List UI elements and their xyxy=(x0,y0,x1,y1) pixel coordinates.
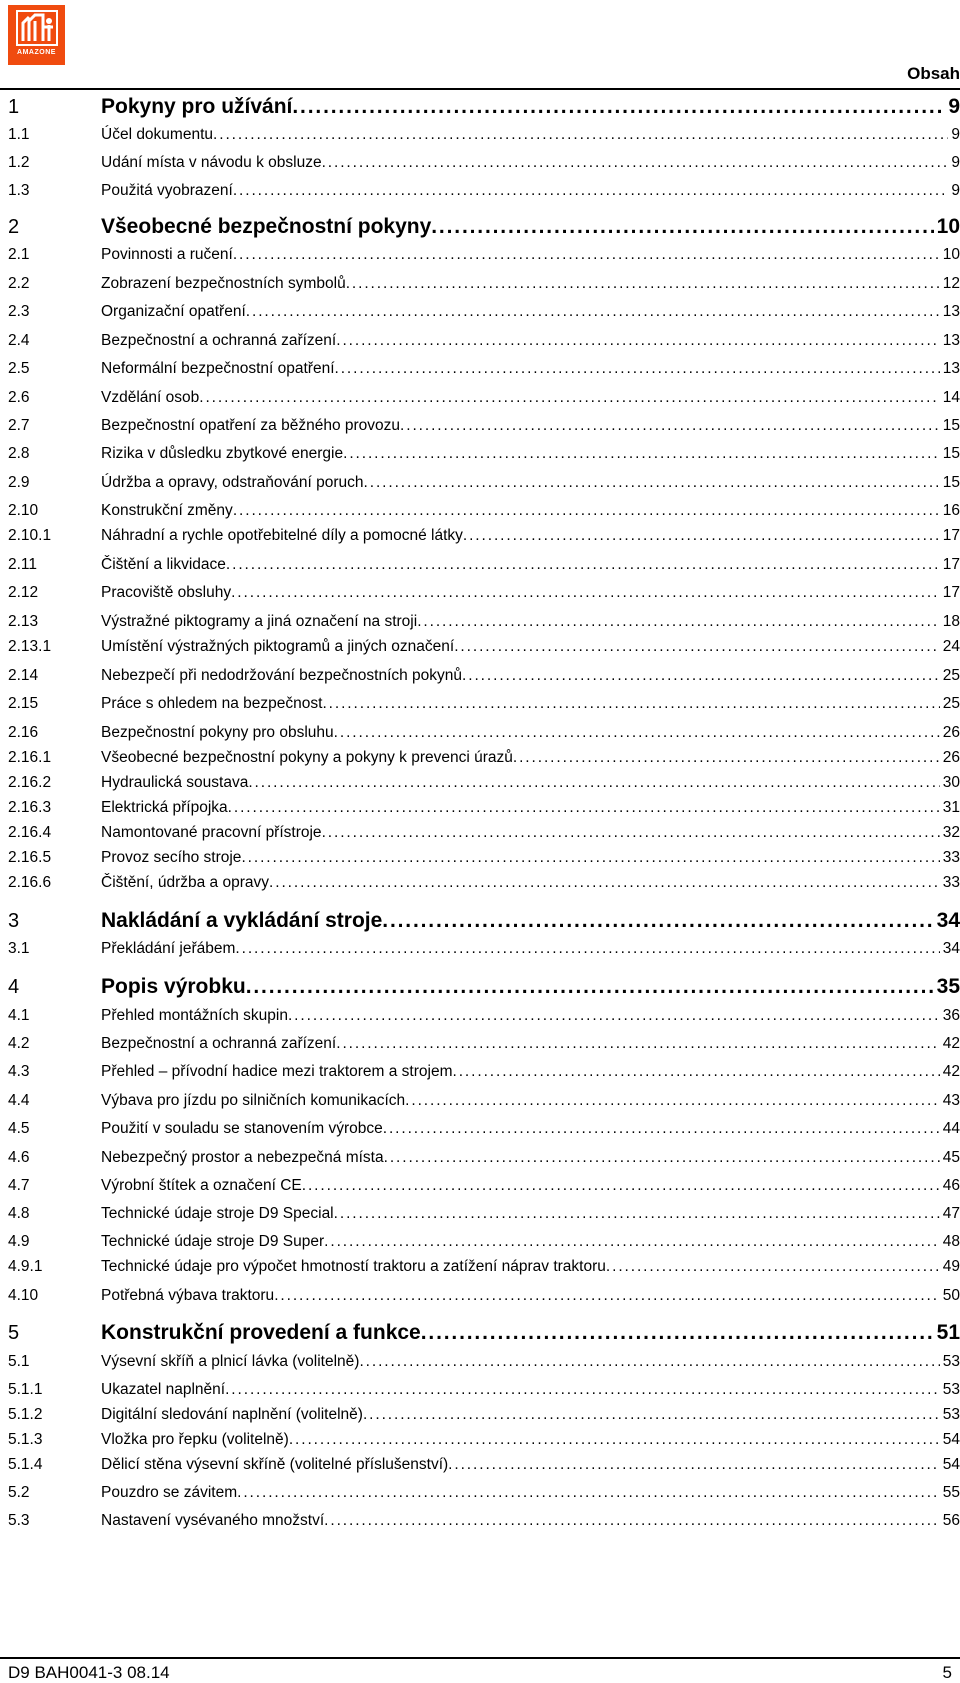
toc-entry-title: Nakládání a vykládání stroje xyxy=(101,909,383,932)
toc-entry[interactable] xyxy=(8,1287,960,1305)
toc-entry-title: Vložka pro řepku (volitelně) xyxy=(101,1431,289,1448)
toc-dot-leader xyxy=(233,246,940,264)
toc-dot-leader xyxy=(322,154,949,172)
toc-entry-title: Bezpečnostní a ochranná zařízení xyxy=(101,332,337,349)
toc-entry-title: Práce s ohledem na bezpečnost xyxy=(101,695,323,712)
toc-entry-number: 2.4 xyxy=(8,332,30,349)
toc-entry-page: 35 xyxy=(936,975,960,998)
toc-entry-page: 17 xyxy=(942,556,960,573)
page-number: 5 xyxy=(942,1663,952,1682)
toc-dot-leader xyxy=(237,1484,940,1502)
toc-entry-title: Digitální sledování naplnění (volitelně) xyxy=(101,1406,363,1423)
toc-entry-title: Technické údaje stroje D9 Super xyxy=(101,1233,325,1250)
toc-entry[interactable] xyxy=(8,849,960,867)
toc-entry-page: 51 xyxy=(936,1321,960,1344)
toc-entry[interactable] xyxy=(8,749,960,767)
toc-entry-title: Bezpečnostní a ochranná zařízení xyxy=(101,1035,337,1052)
toc-entry-title: Čištění, údržba a opravy xyxy=(101,874,270,891)
toc-entry-page: 9 xyxy=(951,154,960,171)
toc-entry-number: 2.16.5 xyxy=(8,849,52,866)
amazone-logo xyxy=(8,5,65,65)
toc-dot-leader xyxy=(235,940,939,958)
toc-entry-number: 5.1 xyxy=(8,1353,30,1370)
toc-entry-number: 2.16.3 xyxy=(8,799,52,816)
toc-entry-number: 5.1.3 xyxy=(8,1431,43,1448)
toc-entry-page: 15 xyxy=(942,417,960,434)
toc-dot-leader xyxy=(334,724,940,742)
toc-entry-title: Hydraulická soustava xyxy=(101,774,249,791)
toc-entry-number: 2.15 xyxy=(8,695,39,712)
toc-entry-title: Namontované pracovní přístroje xyxy=(101,824,322,841)
toc-entry-page: 13 xyxy=(942,303,960,320)
toc-entry-title: Účel dokumentu xyxy=(101,126,214,143)
toc-entry[interactable] xyxy=(8,445,960,463)
toc-dot-leader xyxy=(233,502,940,520)
toc-dot-leader xyxy=(363,1406,940,1424)
toc-entry-number: 4.9.1 xyxy=(8,1258,43,1275)
toc-entry-page: 54 xyxy=(942,1456,960,1473)
toc-entry[interactable] xyxy=(8,584,960,602)
toc-dot-leader xyxy=(513,749,940,767)
toc-dot-leader xyxy=(421,1321,934,1345)
toc-entry[interactable] xyxy=(8,1456,960,1474)
toc-entry[interactable] xyxy=(8,1353,960,1371)
toc-entry[interactable] xyxy=(8,527,960,545)
toc-dot-leader xyxy=(364,474,940,492)
header-divider xyxy=(0,88,960,90)
toc-entry-title: Zobrazení bezpečnostních symbolů xyxy=(101,275,346,292)
toc-entry[interactable] xyxy=(8,474,960,492)
toc-entry-number: 5.2 xyxy=(8,1484,30,1501)
toc-dot-leader xyxy=(405,1092,940,1110)
toc-entry-number: 5.1.4 xyxy=(8,1456,43,1473)
toc-dot-leader xyxy=(246,975,934,999)
amazone-logo-icon xyxy=(15,9,59,47)
toc-chapter-entry[interactable] xyxy=(8,909,960,933)
toc-entry-number: 2.16.6 xyxy=(8,874,52,891)
toc-entry-number: 2.16.1 xyxy=(8,749,52,766)
toc-entry-title: Čištění a likvidace xyxy=(101,556,226,573)
toc-dot-leader xyxy=(241,849,939,867)
toc-entry[interactable] xyxy=(8,824,960,842)
toc-entry[interactable] xyxy=(8,799,960,817)
toc-entry-number: 1 xyxy=(8,96,20,118)
toc-entry[interactable] xyxy=(8,556,960,574)
toc-dot-leader xyxy=(463,527,940,545)
toc-entry-number: 2.10.1 xyxy=(8,527,52,544)
toc-entry-page: 13 xyxy=(942,360,960,377)
toc-entry-page: 43 xyxy=(942,1092,960,1109)
toc-dot-leader xyxy=(274,1287,940,1305)
toc-entry-title: Rizika v důsledku zbytkové energie xyxy=(101,445,344,462)
toc-entry-page: 9 xyxy=(948,95,960,118)
toc-entry-title: Pouzdro se závitem xyxy=(101,1484,238,1501)
document-code: D9 BAH0041-3 08.14 xyxy=(8,1663,170,1682)
toc-entry-number: 5.3 xyxy=(8,1512,30,1529)
toc-dot-leader xyxy=(231,584,940,602)
toc-entry-number: 4.8 xyxy=(8,1205,30,1222)
toc-entry-number: 2.10 xyxy=(8,502,39,519)
toc-entry-number: 4.3 xyxy=(8,1063,30,1080)
toc-entry[interactable] xyxy=(8,940,960,958)
toc-entry[interactable] xyxy=(8,1092,960,1110)
toc-entry-title: Umístění výstražných piktogramů a jiných označení xyxy=(101,638,455,655)
toc-dot-leader xyxy=(233,182,949,200)
toc-entry-number: 2.13 xyxy=(8,613,39,630)
toc-entry-title: Technické údaje stroje D9 Special xyxy=(101,1205,334,1222)
toc-entry-page: 49 xyxy=(942,1258,960,1275)
toc-entry[interactable] xyxy=(8,1431,960,1449)
toc-dot-leader xyxy=(226,556,940,574)
toc-entry-page: 15 xyxy=(942,474,960,491)
toc-entry-number: 2.5 xyxy=(8,360,30,377)
toc-entry-page: 25 xyxy=(942,667,960,684)
toc-dot-leader xyxy=(454,638,940,656)
toc-entry[interactable] xyxy=(8,332,960,350)
toc-entry-page: 10 xyxy=(936,215,960,238)
toc-entry-page: 17 xyxy=(942,584,960,601)
toc-chapter-entry[interactable] xyxy=(8,975,960,999)
toc-dot-leader xyxy=(322,695,939,713)
toc-entry[interactable] xyxy=(8,182,960,200)
toc-entry-title: Nebezpečí při nedodržování bezpečnostních pokynů xyxy=(101,667,463,684)
toc-entry-title: Udání místa v návodu k obsluze xyxy=(101,154,322,171)
toc-entry-page: 47 xyxy=(942,1205,960,1222)
toc-entry-number: 4 xyxy=(8,976,20,998)
footer-divider xyxy=(0,1657,960,1659)
toc-entry-title: Výsevní skříň a plnicí lávka (volitelně) xyxy=(101,1353,360,1370)
toc-dot-leader xyxy=(225,1381,940,1399)
toc-entry[interactable] xyxy=(8,1512,960,1530)
toc-entry-page: 33 xyxy=(942,874,960,891)
toc-entry-title: Popis výrobku xyxy=(101,975,246,998)
toc-entry-page: 42 xyxy=(942,1035,960,1052)
toc-dot-leader xyxy=(400,417,940,435)
toc-dot-leader xyxy=(292,95,945,119)
toc-entry-number: 1.3 xyxy=(8,182,30,199)
toc-entry-number: 4.9 xyxy=(8,1233,30,1250)
toc-dot-leader xyxy=(346,275,940,293)
toc-entry-page: 44 xyxy=(942,1120,960,1137)
toc-entry-page: 55 xyxy=(942,1484,960,1501)
toc-entry-page: 17 xyxy=(942,527,960,544)
toc-entry-number: 2 xyxy=(8,216,20,238)
toc-entry-title: Výstražné piktogramy a jiná označení na stroji xyxy=(101,613,418,630)
toc-chapter-entry[interactable] xyxy=(8,215,960,239)
toc-entry-title: Konstrukční provedení a funkce xyxy=(101,1321,421,1344)
toc-entry-number: 2.2 xyxy=(8,275,30,292)
toc-entry-page: 42 xyxy=(942,1063,960,1080)
toc-entry-number: 2.6 xyxy=(8,389,30,406)
toc-dot-leader xyxy=(336,332,940,350)
toc-entry-title: Náhradní a rychle opotřebitelné díly a pomocné látky xyxy=(101,527,463,544)
toc-entry-number: 4.5 xyxy=(8,1120,30,1137)
toc-entry-number: 4.10 xyxy=(8,1287,39,1304)
toc-entry[interactable] xyxy=(8,667,960,685)
toc-entry-title: Vzdělání osob xyxy=(101,389,200,406)
toc-entry-page: 26 xyxy=(942,749,960,766)
toc-entry[interactable] xyxy=(8,126,960,144)
toc-entry[interactable] xyxy=(8,275,960,293)
toc-chapter-entry[interactable] xyxy=(8,1321,960,1345)
toc-dot-leader xyxy=(324,1233,940,1251)
toc-entry[interactable] xyxy=(8,613,960,631)
toc-entry[interactable] xyxy=(8,1484,960,1502)
toc-dot-leader xyxy=(228,799,940,817)
toc-dot-leader xyxy=(382,909,933,933)
toc-entry[interactable] xyxy=(8,1233,960,1251)
toc-dot-leader xyxy=(335,360,940,378)
toc-entry-number: 2.16 xyxy=(8,724,39,741)
toc-entry-title: Technické údaje pro výpočet hmotností traktoru a zatížení náprav traktoru xyxy=(101,1258,606,1275)
toc-entry-page: 32 xyxy=(942,824,960,841)
toc-entry-number: 2.13.1 xyxy=(8,638,52,655)
toc-entry-page: 26 xyxy=(942,724,960,741)
toc-entry-page: 15 xyxy=(942,445,960,462)
toc-entry[interactable] xyxy=(8,695,960,713)
toc-dot-leader xyxy=(462,667,940,685)
toc-entry-page: 14 xyxy=(942,389,960,406)
toc-entry-page: 16 xyxy=(942,502,960,519)
toc-dot-leader xyxy=(417,613,940,631)
toc-dot-leader xyxy=(453,1063,940,1081)
toc-entry-page: 18 xyxy=(942,613,960,630)
toc-entry-title: Přehled – přívodní hadice mezi traktorem a strojem xyxy=(101,1063,453,1080)
toc-entry[interactable] xyxy=(8,246,960,264)
toc-entry-page: 9 xyxy=(951,126,960,143)
toc-entry-title: Použití v souladu se stanovením výrobce xyxy=(101,1120,383,1137)
toc-dot-leader xyxy=(343,445,940,463)
toc-dot-leader xyxy=(289,1431,940,1449)
toc-entry-number: 2.16.4 xyxy=(8,824,52,841)
toc-entry-page: 48 xyxy=(942,1233,960,1250)
toc-entry-page: 36 xyxy=(942,1007,960,1024)
toc-dot-leader xyxy=(334,1205,940,1223)
toc-dot-leader xyxy=(199,389,940,407)
toc-entry-title: Bezpečnostní opatření za běžného provozu xyxy=(101,417,401,434)
toc-entry-title: Konstrukční změny xyxy=(101,502,233,519)
logo-wordmark: AMAZONE xyxy=(17,49,56,56)
toc-entry-page: 25 xyxy=(942,695,960,712)
toc-chapter-entry[interactable] xyxy=(8,95,960,119)
toc-entry-number: 3 xyxy=(8,910,20,932)
toc-entry-page: 34 xyxy=(942,940,960,957)
toc-entry-page: 24 xyxy=(942,638,960,655)
toc-dot-leader xyxy=(213,126,948,144)
toc-dot-leader xyxy=(302,1177,940,1195)
toc-entry-page: 33 xyxy=(942,849,960,866)
toc-entry-title: Všeobecné bezpečnostní pokyny a pokyny k prevenci úrazů xyxy=(101,749,513,766)
toc-entry-title: Všeobecné bezpečnostní pokyny xyxy=(101,215,432,238)
toc-entry[interactable] xyxy=(8,502,960,520)
toc-entry-page: 50 xyxy=(942,1287,960,1304)
toc-entry-title: Bezpečnostní pokyny pro obsluhu xyxy=(101,724,334,741)
toc-dot-leader xyxy=(336,1035,940,1053)
toc-dot-leader xyxy=(383,1120,940,1138)
toc-entry[interactable] xyxy=(8,638,960,656)
toc-entry-title: Výbava pro jízdu po silničních komunikacích xyxy=(101,1092,406,1109)
toc-entry-page: 10 xyxy=(942,246,960,263)
toc-dot-leader xyxy=(431,215,933,239)
toc-dot-leader xyxy=(322,824,940,842)
toc-entry-number: 1.2 xyxy=(8,154,30,171)
toc-entry-page: 54 xyxy=(942,1431,960,1448)
toc-entry-number: 5 xyxy=(8,1322,20,1344)
toc-entry-number: 4.7 xyxy=(8,1177,30,1194)
toc-entry-title: Potřebná výbava traktoru xyxy=(101,1287,275,1304)
toc-entry-number: 2.9 xyxy=(8,474,30,491)
toc-entry-title: Překládání jeřábem xyxy=(101,940,236,957)
toc-entry[interactable] xyxy=(8,1035,960,1053)
toc-entry-page: 53 xyxy=(942,1353,960,1370)
toc-entry-number: 4.2 xyxy=(8,1035,30,1052)
toc-dot-leader xyxy=(246,303,940,321)
toc-entry[interactable] xyxy=(8,389,960,407)
toc-entry-page: 53 xyxy=(942,1406,960,1423)
toc-entry-number: 4.1 xyxy=(8,1007,30,1024)
toc-dot-leader xyxy=(248,774,939,792)
toc-entry-number: 2.3 xyxy=(8,303,30,320)
toc-entry-number: 2.14 xyxy=(8,667,39,684)
toc-entry-title: Povinnosti a ručení xyxy=(101,246,233,263)
toc-entry[interactable] xyxy=(8,1258,960,1276)
toc-entry-page: 13 xyxy=(942,332,960,349)
toc-entry[interactable] xyxy=(8,1007,960,1025)
toc-entry[interactable] xyxy=(8,1381,960,1399)
toc-entry-title: Přehled montážních skupin xyxy=(101,1007,288,1024)
toc-entry-title: Pokyny pro užívání xyxy=(101,95,293,118)
toc-entry-page: 56 xyxy=(942,1512,960,1529)
toc-entry-number: 5.1.1 xyxy=(8,1381,43,1398)
toc-entry[interactable] xyxy=(8,303,960,321)
toc-entry-page: 45 xyxy=(942,1149,960,1166)
toc-dot-leader xyxy=(448,1456,940,1474)
toc-entry-number: 3.1 xyxy=(8,940,30,957)
toc-entry-title: Nebezpečný prostor a nebezpečná místa xyxy=(101,1149,384,1166)
toc-entry[interactable] xyxy=(8,1063,960,1081)
toc-entry-number: 4.6 xyxy=(8,1149,30,1166)
toc-entry[interactable] xyxy=(8,774,960,792)
toc-entry-number: 2.11 xyxy=(8,556,38,573)
toc-entry-title: Použitá vyobrazení xyxy=(101,182,233,199)
toc-entry-page: 12 xyxy=(942,275,960,292)
toc-dot-leader xyxy=(269,874,940,892)
toc-entry[interactable] xyxy=(8,874,960,892)
toc-entry-page: 31 xyxy=(942,799,960,816)
toc-entry-number: 2.1 xyxy=(8,246,30,263)
toc-entry[interactable] xyxy=(8,360,960,378)
toc-dot-leader xyxy=(324,1512,940,1530)
toc-entry-page: 53 xyxy=(942,1381,960,1398)
toc-entry-title: Nastavení vysévaného množství xyxy=(101,1512,325,1529)
toc-entry-page: 30 xyxy=(942,774,960,791)
toc-entry-number: 5.1.2 xyxy=(8,1406,43,1423)
toc-entry-number: 1.1 xyxy=(8,126,30,143)
toc-dot-leader xyxy=(384,1149,940,1167)
toc-entry-page: 34 xyxy=(936,909,960,932)
toc-entry-number: 2.12 xyxy=(8,584,39,601)
toc-dot-leader xyxy=(359,1353,939,1371)
toc-entry[interactable] xyxy=(8,1120,960,1138)
toc-entry-page: 46 xyxy=(942,1177,960,1194)
toc-entry-page: 9 xyxy=(951,182,960,199)
toc-entry-title: Provoz secího stroje xyxy=(101,849,242,866)
toc-entry-number: 2.7 xyxy=(8,417,30,434)
toc-entry[interactable] xyxy=(8,154,960,172)
toc-entry-number: 2.8 xyxy=(8,445,30,462)
toc-entry-number: 4.4 xyxy=(8,1092,30,1109)
toc-entry-number: 2.16.2 xyxy=(8,774,52,791)
toc-entry[interactable] xyxy=(8,724,960,742)
toc-entry[interactable] xyxy=(8,1177,960,1195)
section-label: Obsah xyxy=(907,64,960,83)
toc-entry[interactable] xyxy=(8,1205,960,1223)
toc-entry-title: Výrobní štítek a označení CE xyxy=(101,1177,302,1194)
toc-entry-title: Neformální bezpečnostní opatření xyxy=(101,360,335,377)
toc-entry-title: Pracoviště obsluhy xyxy=(101,584,232,601)
toc-entry-title: Elektrická přípojka xyxy=(101,799,228,816)
toc-entry-title: Údržba a opravy, odstraňování poruch xyxy=(101,474,364,491)
toc-entry[interactable] xyxy=(8,417,960,435)
toc-dot-leader xyxy=(606,1258,940,1276)
toc-entry[interactable] xyxy=(8,1406,960,1424)
toc-entry[interactable] xyxy=(8,1149,960,1167)
toc-entry-title: Organizační opatření xyxy=(101,303,246,320)
toc-entry-title: Dělicí stěna výsevní skříně (volitelné příslušenství) xyxy=(101,1456,449,1473)
toc-entry-title: Ukazatel naplnění xyxy=(101,1381,226,1398)
toc-dot-leader xyxy=(288,1007,940,1025)
